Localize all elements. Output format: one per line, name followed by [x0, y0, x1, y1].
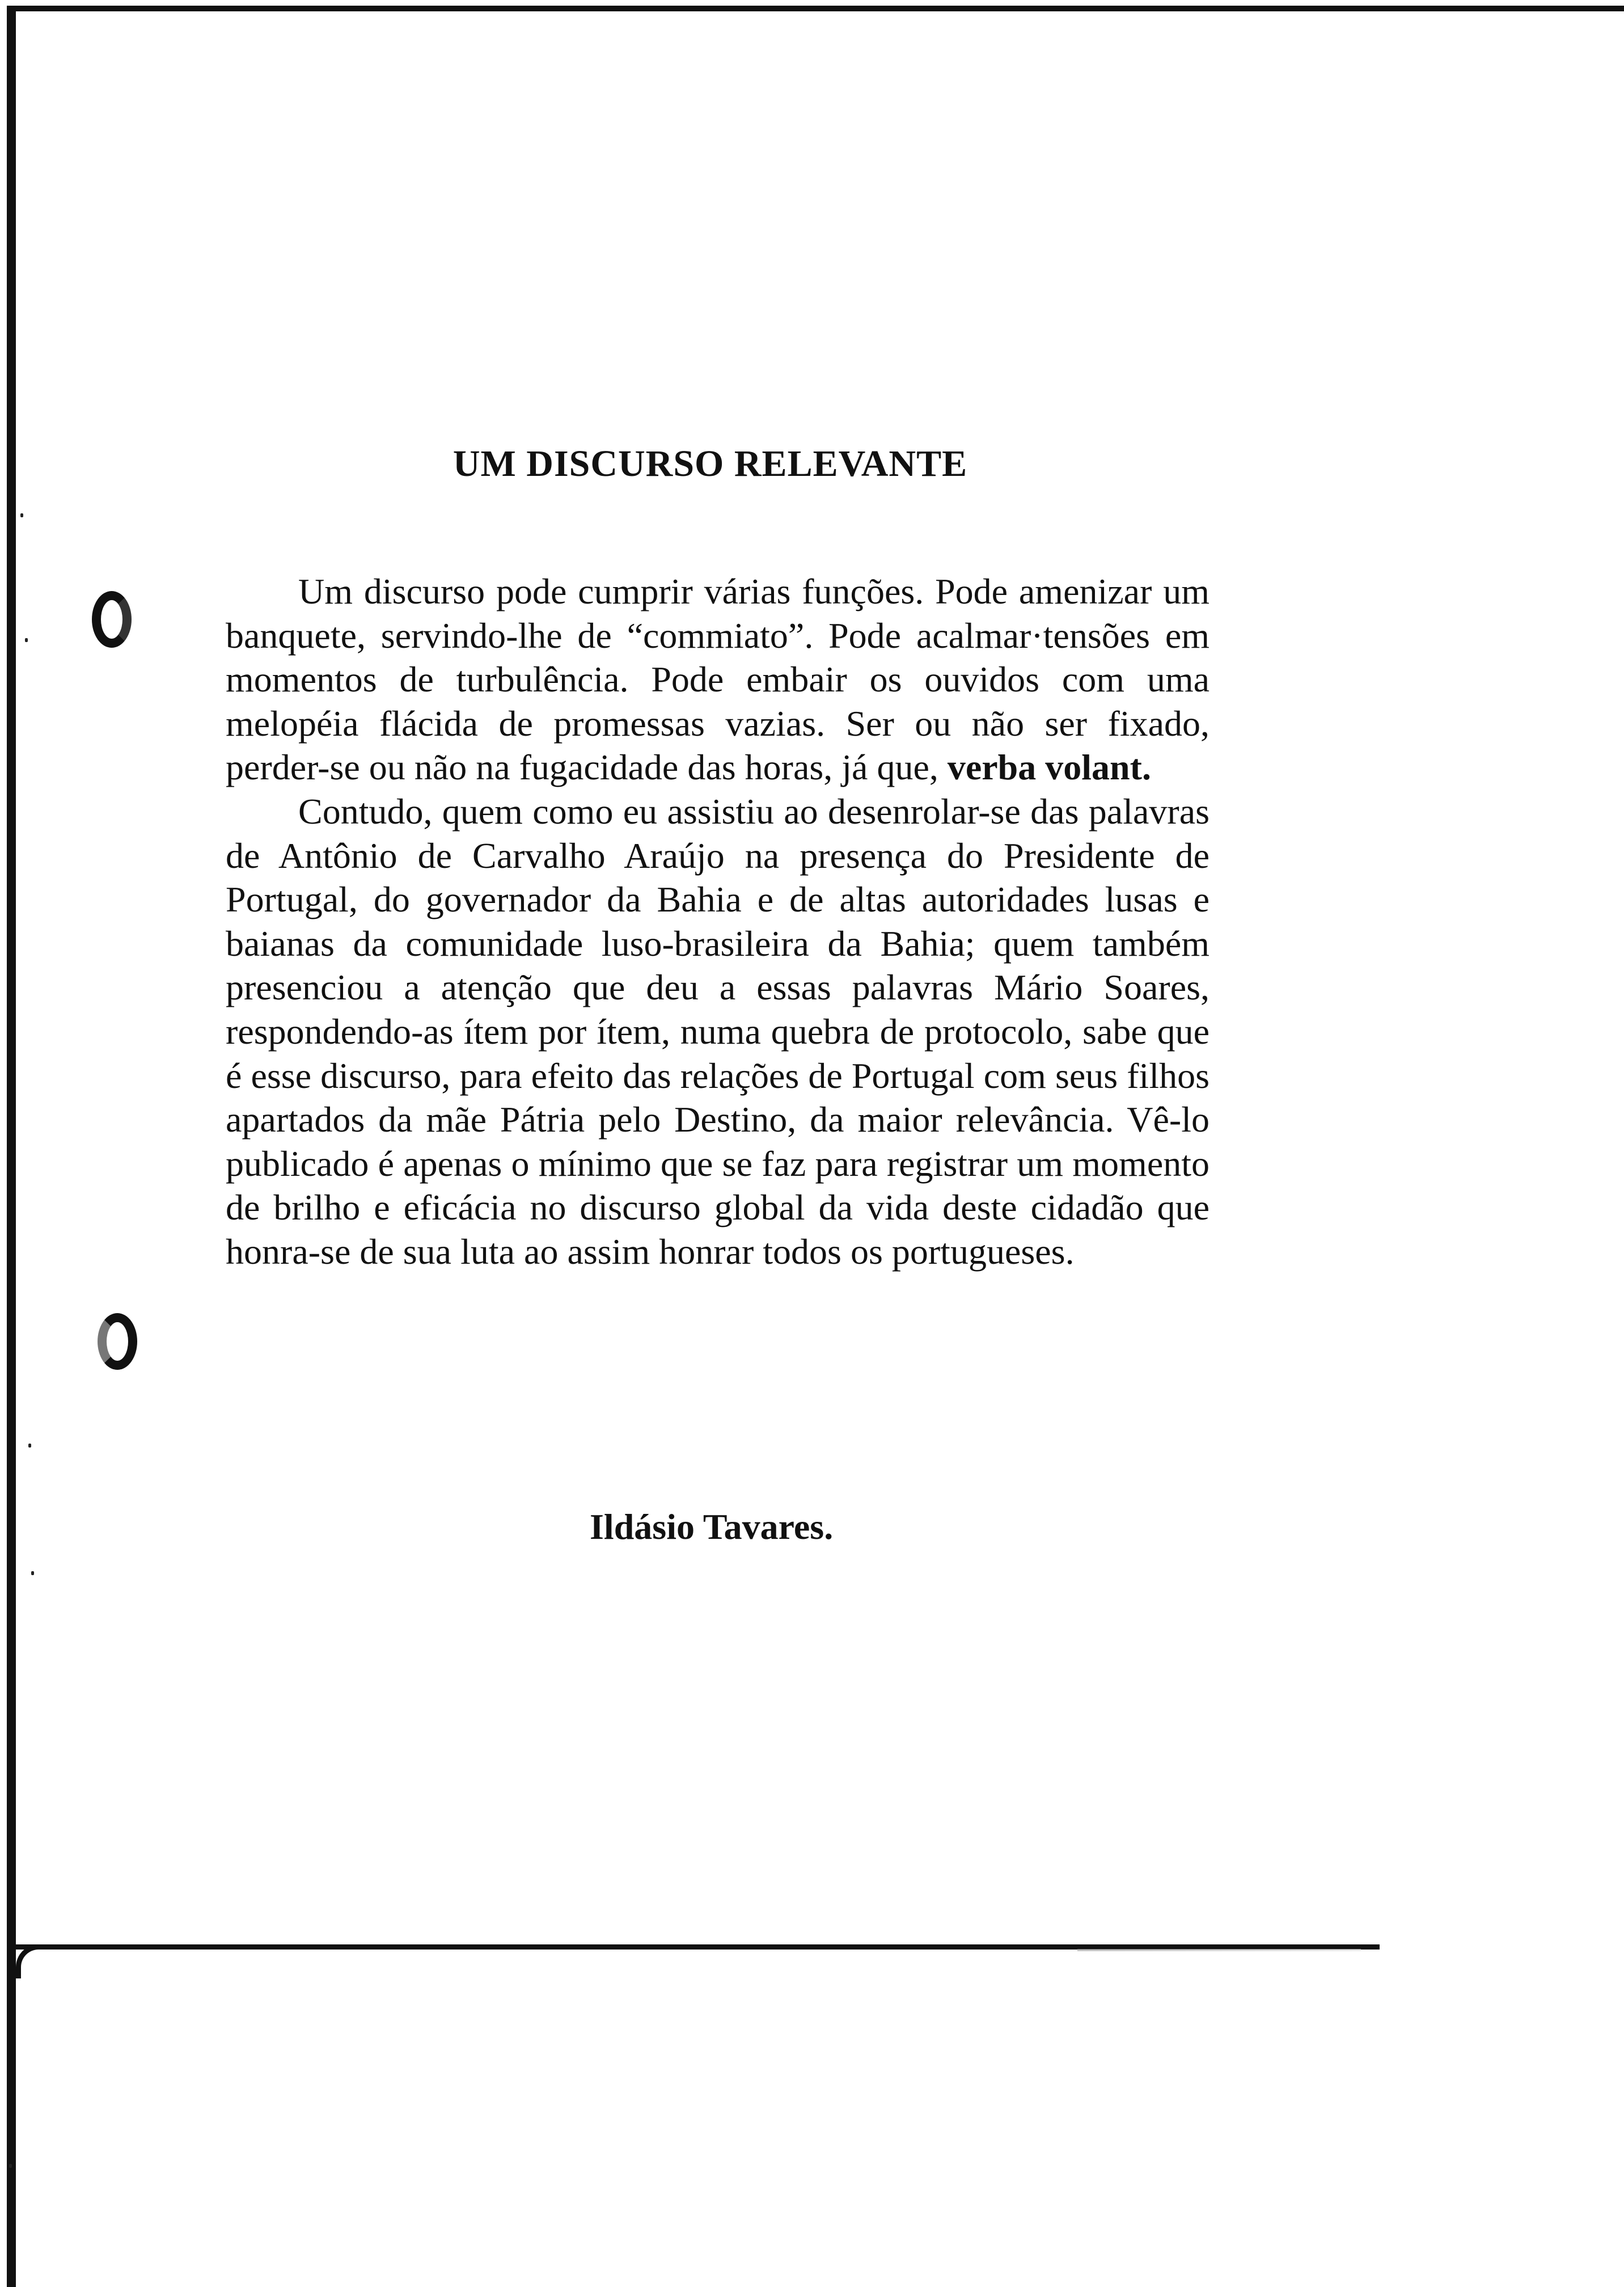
- body-text: [226, 569, 1209, 1274]
- paragraph-2: Contudo, quem como eu assistiu ao desenrolar-se das palavras de Antônio de Carvalho Araújo na presença do Presidente de Portugal, do governador da Bahia e de altas autoridades lusas e baianas da comunidade luso-brasileira da Bahia; quem também presenciou a atenção que deu a essas palavras Mário Soares, respondendo-as ítem por ítem, numa quebra de protocolo, sabe que é esse discurso, para efeito das relações de Portugal com seus filhos apartados da mãe Pátria pelo Destino, da maior relevância. Vê-lo publicado é apenas o mínimo que se faz para registrar um momento de brilho e eficácia no discurso global da vida deste cidadão que honra-se de sua luta ao assim honrar todos os portugueses.: [226, 791, 1209, 1272]
- page-title: UM DISCURSO RELEVANTE: [452, 443, 968, 484]
- paragraph-1-emphasis: verba volant.: [947, 747, 1151, 788]
- scan-speck: [31, 1571, 34, 1575]
- page-border-top: [11, 6, 1624, 11]
- scan-speck: [9, 2164, 12, 2168]
- page-border-bottom-fade: [1077, 1949, 1361, 1951]
- paragraph-1-text: Um discurso pode cumprir várias funções. Pode amenizar um banquete, servindo-lhe de “commiato”. Pode acalmar·tensões em momentos de turbulência. Pode embair os ouvidos com uma melopéia flácida de promessas vazias. Ser ou não ser fixado, perder-se ou não na fugacidade das horas, já que,: [226, 571, 1209, 788]
- scan-speck: [25, 638, 28, 642]
- binder-hole-top: [92, 591, 132, 648]
- scan-speck: [28, 1444, 31, 1448]
- paragraph-1: [226, 569, 1209, 790]
- page-border-left: [7, 6, 16, 2287]
- page-corner-mark: [16, 1944, 50, 1978]
- binder-hole-bottom: [98, 1313, 137, 1370]
- scan-speck: [20, 513, 23, 517]
- author-signature: Ildásio Tavares.: [590, 1507, 834, 1547]
